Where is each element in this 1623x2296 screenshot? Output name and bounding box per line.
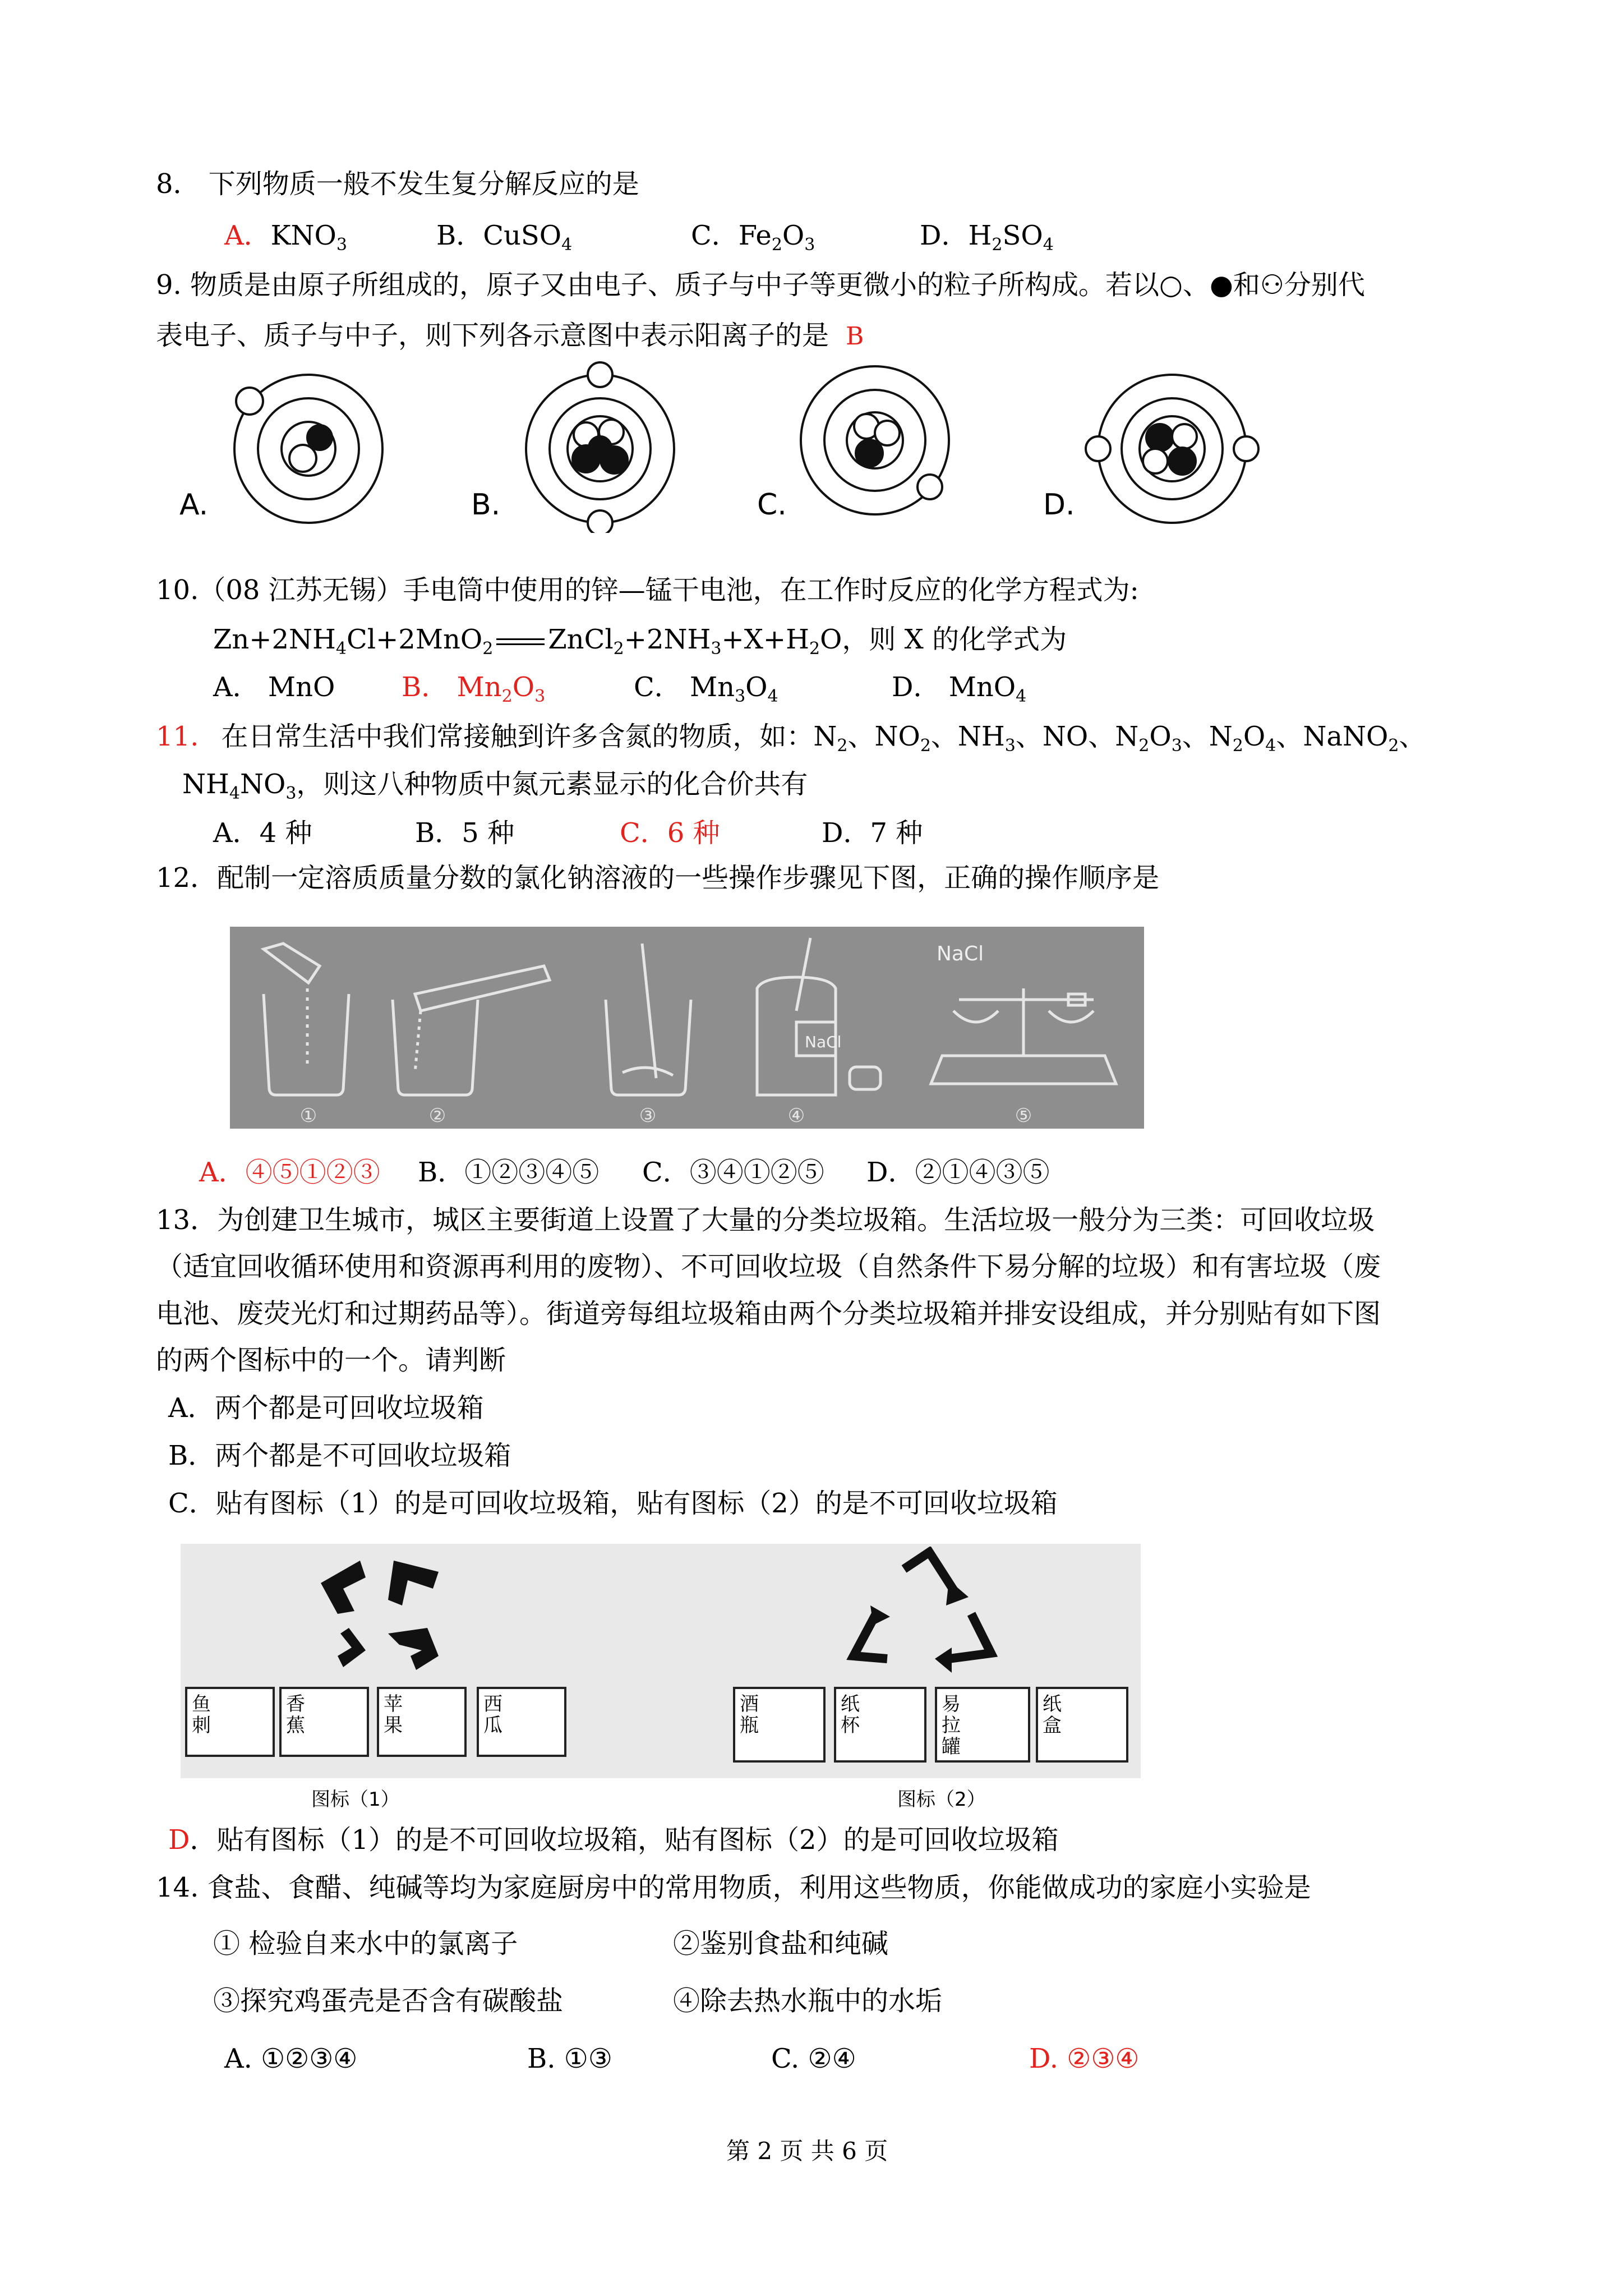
q13-line1: 13．为创建卫生城市，城区主要街道上设置了大量的分类垃圾箱。生活垃圾一般分为三类：可回收垃圾 [156, 1204, 1375, 1236]
q13-line2: （适宜回收循环使用和资源再利用的废物）、不可回收垃圾（自然条件下易分解的垃圾）和有害垃圾（废 [156, 1251, 1381, 1282]
q14-option-a[interactable]: A. ①②③④ [224, 2043, 358, 2074]
icon2-caption: 图标（2） [897, 1788, 986, 1811]
atom-label-b: B. [471, 488, 501, 522]
q12-option-a[interactable]: A．④⑤①②③ [199, 1157, 380, 1188]
q13-line3: 电池、废荧光灯和过期药品等）。街道旁每组垃圾箱由两个分类垃圾箱并排安设组成，并分别贴有如下图 [156, 1298, 1381, 1329]
atom-diagram-d [1086, 375, 1258, 523]
q11-option-b[interactable]: B．5 种 [415, 817, 515, 849]
q11-option-c[interactable]: C．6 种 [620, 817, 720, 849]
q10-option-c[interactable]: C． $Mn_3O_4$ [634, 671, 778, 706]
atom-label-d: D. [1043, 488, 1075, 522]
atom-diagram-c [801, 366, 949, 514]
page-footer: 第 2 页 共 6 页 [726, 2137, 888, 2165]
q12-option-b[interactable]: B．①②③④⑤ [418, 1157, 600, 1188]
q10-option-b[interactable]: B． $Mn_2O_3$ [402, 671, 546, 706]
q10-option-a[interactable]: A． MnO [213, 671, 335, 703]
atom-diagram-b [526, 362, 674, 533]
q14-option-d[interactable]: D. ②③④ [1029, 2043, 1140, 2074]
icon1-item-watermelon: 西瓜 [477, 1687, 566, 1757]
q8-stem: 8． 下列物质一般不发生复分解反应的是 [156, 168, 639, 200]
q14-option-b[interactable]: B. ①③ [527, 2043, 612, 2074]
q14-item-1: ① 检验自来水中的氯离子 [213, 1928, 518, 1959]
step-label-2: ② [428, 1105, 446, 1127]
q13-option-b[interactable]: B．两个都是不可回收垃圾箱 [168, 1440, 511, 1471]
q8-option-c[interactable]: C．$Fe_2O_3$ [691, 220, 815, 255]
icon2-item-can: 易拉罐 [935, 1687, 1030, 1763]
q11-line2: $NH_4NO_3$，则这八种物质中氮元素显示的化合价共有 [182, 769, 808, 803]
q10-stem: 10.（08 江苏无锡）手电筒中使用的锌—锰干电池，在工作时反应的化学方程式为: [156, 574, 1139, 606]
nacl-jar-label: NaCl [805, 1033, 842, 1051]
atom-diagram-a [234, 375, 382, 523]
q11-option-d[interactable]: D．7 种 [822, 817, 923, 849]
q13-option-c[interactable]: C．贴有图标（1）的是可回收垃圾箱，贴有图标（2）的是不可回收垃圾箱 [168, 1488, 1058, 1519]
atom-label-a: A. [179, 488, 209, 522]
step-label-1: ① [299, 1105, 317, 1127]
atom-label-c: C. [757, 488, 787, 522]
recyclable-symbol-icon [837, 1547, 1022, 1687]
q9-line1: 9. 物质是由原子所组成的，原子又由电子、质子与中子等更微小的粒子所构成。若以○、●和⚇分别代 [156, 269, 1365, 301]
nacl-scale-label: NaCl [937, 942, 984, 965]
icon1-caption: 图标（1） [311, 1788, 400, 1811]
step-label-5: ⑤ [1015, 1105, 1032, 1127]
q12-option-d[interactable]: D．②①④③⑤ [866, 1157, 1050, 1188]
q8-option-a[interactable]: A．$KNO_3$ [224, 220, 347, 255]
q14-option-c[interactable]: C. ②④ [771, 2043, 856, 2074]
solution-steps-figure [230, 927, 1144, 1129]
q13-line4: 的两个图标中的一个。请判断 [156, 1345, 506, 1376]
non-recyclable-symbol-icon [304, 1549, 467, 1678]
q10-option-d[interactable]: D． MnO$_4$ [892, 671, 1027, 706]
q14-item-4: ④除去热水瓶中的水垢 [673, 1985, 943, 2017]
icon2-item-wine-bottle: 酒瓶 [733, 1687, 826, 1763]
icon1-item-fishbone: 鱼刺 [185, 1687, 275, 1757]
icon1-item-apple: 苹果 [377, 1687, 467, 1757]
q10-equation: $Zn+2NH_4Cl+2MnO_2$ $ZnCl_2+2NH_3+X+H_2O$，则 X 的化学式为 [213, 624, 1067, 659]
step-label-4: ④ [787, 1105, 805, 1127]
atom-diagrams [168, 359, 1290, 533]
step-label-3: ③ [639, 1105, 657, 1127]
icon2-item-paper-cup: 纸杯 [834, 1687, 926, 1763]
q14-item-2: ②鉴别食盐和纯碱 [673, 1928, 889, 1959]
q13-option-d[interactable]: D．贴有图标（1）的是不可回收垃圾箱，贴有图标（2）的是可回收垃圾箱 [168, 1824, 1059, 1856]
q11-option-a[interactable]: A．4 种 [213, 817, 312, 849]
recycle-icons-figure [181, 1544, 1141, 1778]
q12-stem: 12．配制一定溶质质量分数的氯化钠溶液的一些操作步骤见下图，正确的操作顺序是 [156, 862, 1160, 894]
q11-line1: 11. 在日常生活中我们常接触到许多含氮的物质，如：$N_2$、$NO_2$、$NH_3$、NO、$N_2O_3$、$N_2O_4$、NaNO$_2$、 [156, 721, 1426, 756]
q14-item-3: ③探究鸡蛋壳是否含有碳酸盐 [213, 1985, 564, 2017]
icon2-item-carton: 纸盒 [1036, 1687, 1128, 1763]
q14-stem: 14. 食盐、食醋、纯碱等均为家庭厨房中的常用物质，利用这些物质，你能做成功的家庭小实验是 [156, 1872, 1311, 1903]
q8-option-d[interactable]: D．$H_2SO_4$ [920, 220, 1054, 255]
q13-option-a[interactable]: A．两个都是可回收垃圾箱 [168, 1392, 484, 1424]
q9-line2: 表电子、质子与中子，则下列各示意图中表示阳离子的是 B [156, 320, 864, 351]
icon1-item-banana: 香蕉 [279, 1687, 369, 1757]
q12-option-c[interactable]: C．③④①②⑤ [642, 1157, 824, 1188]
q8-option-b[interactable]: B．CuSO$_4$ [436, 220, 573, 255]
